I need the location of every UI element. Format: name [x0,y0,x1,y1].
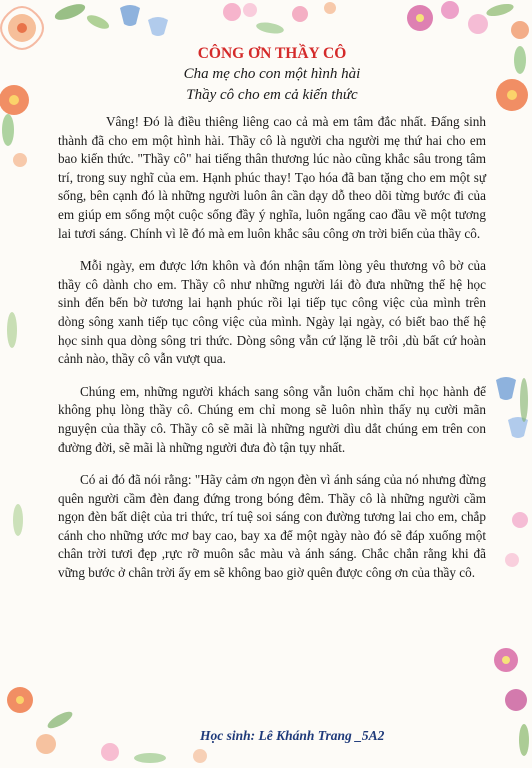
leaf-icon [53,1,111,32]
bluebell-icon [496,377,528,438]
flower-icon [0,85,29,167]
flower-icon [223,2,336,35]
paragraph-2: Mỗi ngày, em được lớn khôn và đón nhận tấm lòng yêu thương vô bờ của thầy cô dành cho em. Thầy cô như những người lái đò đưa những thế hệ học sinh đến bến bờ tương lai hạnh phúc rồi lại tiếp tục công việc của mình trên dòng sông xanh tiếp tục công việc của mình. Ngày lại ngày, có biết bao thế hệ học sinh qua dòng sông tri thức. Dòng sông vẫn cứ lặng lẽ trôi ,dù bất cứ hoàn cảnh nào, thầy cô vẫn vượt qua. [58,258,486,367]
signature: Học sinh: Lê Khánh Trang _5A2 [200,728,385,743]
leaf-icon [7,312,23,536]
paragraph-3: Chúng em, những người khách sang sông vẫn luôn chăm chỉ học hành để không phụ lòng thầy cô. Chúng em chỉ mong sẽ luôn nhìn thấy nụ cười mãn nguyện của thầy cô. Thầy cô sẽ mãi là những người dìu dắt chúng em trên con đường đời, sẽ mãi là những người đưa đò tận tụy nhất. [58,383,486,455]
poem-line-2: Thầy cô cho em cả kiến thức [186,87,358,103]
flower-icon [494,512,529,756]
flower-icon [101,743,207,763]
paragraph-4: Có ai đó đã nói rằng: "Hãy cảm ơn ngọn đèn vì ánh sáng của nó nhưng đừng quên người cầm đèn đang đứng trong bóng đêm. Thầy cô là những người cầm ngọn đèn bất diệt của tri thức, trí tuệ soi sáng con đường tương lai cho em, chắp cánh cho những ước mơ bay cao, bay xa để một ngày nào đó sẽ đáp xuống một chân trời tươi đẹp ,rực rỡ muôn sắc màu và ánh sáng. Chắc chắn rằng khi đã vững bước ở chân trời ấy em sẽ không bao giờ quên được công ơn của thầy cô. [58,472,486,581]
flower-icon [7,687,75,754]
document-body [58,44,486,583]
flower-icon [407,1,529,39]
document-title: CÔNG ƠN THẦY CÔ [197,45,347,62]
flower-icon [1,7,43,49]
poem-line-1: Cha mẹ cho con một hình hài [183,66,361,82]
paragraph-1: Vâng! Đó là điều thiêng liêng cao cả mà em tâm đắc nhất. Đấng sinh thành đã cho em một hình hài. Thầy cô là người cha người mẹ thứ hai cho em bao kiến thức. "Thầy cô" hai tiếng thân thương lúc nào cũng khắc sâu trong tâm trí, trong suy nghĩ của em. Hạnh phúc thay! Tạo hóa đã ban tặng cho em một sự sống, bên cạnh đó là những người luôn ân cần dạy dỗ theo dõi từng bước đi của em giúp em sống một cuộc sống đầy ý nghĩa, luôn ngẩng cao đầu về một tương lai tươi sáng. Chính vì lẽ đó mà em luôn khắc sâu công ơn trời biển của thầy cô. [58,114,486,241]
bluebell-icon [120,5,168,36]
flower-icon [496,46,528,111]
